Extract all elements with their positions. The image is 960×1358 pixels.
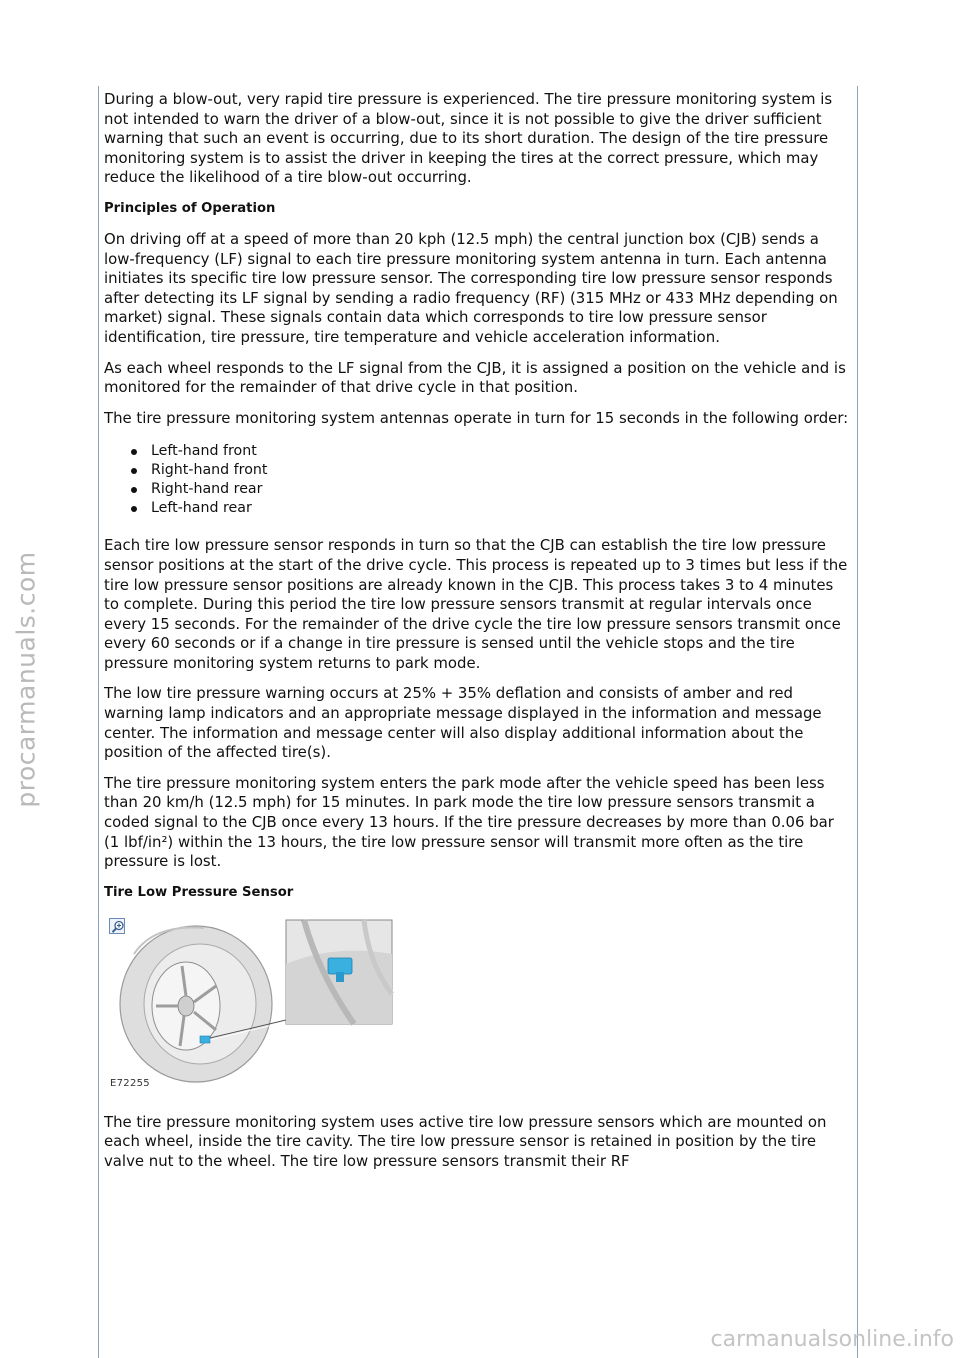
- tire-icon: [120, 926, 272, 1082]
- heading-principles: Principles of Operation: [104, 200, 276, 216]
- sensor-small-icon: [200, 1036, 210, 1043]
- sensor-figure: [104, 914, 851, 1102]
- paragraph-antennas-order: The tire pressure monitoring system antennas operate in turn for 15 seconds in the following order:: [104, 408, 849, 427]
- heading-sensor: Tire Low Pressure Sensor: [104, 884, 294, 900]
- page-content: [98, 86, 858, 1358]
- sensor-detail-inset: [286, 920, 392, 1024]
- paragraph-each-wheel: As each wheel responds to the LF signal from the CJB, it is assigned a position on the vehicle and is monitored for the remainder of that drive cycle in that position.: [104, 358, 846, 397]
- side-watermark-text: procarmanuals.com: [11, 550, 41, 808]
- list-item: Left-hand rear: [131, 499, 851, 518]
- antenna-order-list: [104, 442, 851, 518]
- paragraph-each-sensor: Each tire low pressure sensor responds in turn so that the CJB can establish the tire low pressure sensor positions at the start of the drive cycle. This process is repeated up to 3 times but less if the tire low pressure sensor positions are already known in the CJB. This process takes 3 to 4 minutes to complete. During this period the tire low pressure sensors transmit at regular intervals once every 15 seconds. For the remainder of the drive cycle the tire low pressure sensors transmit once every 60 seconds or if a change in tire pressure is sensed until the vehicle stops and the tire pressure monitoring system returns to park mode.: [104, 536, 848, 672]
- list-item: Left-hand front: [131, 442, 851, 461]
- paragraph-active-sensors: The tire pressure monitoring system uses active tire low pressure sensors which are mounted on each wheel, inside the tire cavity. The tire low pressure sensor is retained in position by the tire valve nut to the wheel. The tire low pressure sensors transmit their RF: [104, 1112, 827, 1170]
- paragraph-driving-off: On driving off at a speed of more than 20 kph (12.5 mph) the central junction box (CJB) sends a low-frequency (LF) signal to each tire pressure monitoring system antenna in turn. Each antenna initiates its specific tire low pressure sensor. The corresponding tire low pressure sensor responds after detecting its LF signal by sending a radio frequency (RF) (315 MHz or 433 MHz depending on market) signal. These signals contain data which corresponds to tire low pressure sensor identification, tire pressure, tire temperature and vehicle acceleration information.: [104, 229, 838, 346]
- figure-label: E72255: [110, 1077, 150, 1089]
- list-item: Right-hand front: [131, 461, 851, 480]
- side-watermark: [6, 0, 46, 1358]
- list-item: Right-hand rear: [131, 480, 851, 499]
- paragraph-park-mode: The tire pressure monitoring system enters the park mode after the vehicle speed has been less than 20 km/h (12.5 mph) for 15 minutes. In park mode the tire low pressure sensors transmit a coded signal to the CJB once every 13 hours. If the tire pressure decreases by more than 0.06 bar (1 lbf/in²) within the 13 hours, the tire low pressure sensor will transmit more often as the tire pressure is lost.: [104, 773, 834, 871]
- paragraph-blowout: During a blow-out, very rapid tire pressure is experienced. The tire pressure monitoring system is not intended to warn the driver of a blow-out, since it is not possible to give the driver sufficient warning that such an event is occurring, due to its short duration. The design of the tire pressure monitoring system is to assist the driver in keeping the tires at the correct pressure, which may reduce the likelihood of a tire blow-out occurring.: [104, 90, 833, 187]
- tire-sensor-illustration: [114, 914, 414, 1084]
- sensor-large-icon: [328, 958, 352, 974]
- paragraph-warning: The low tire pressure warning occurs at 25% + 35% deflation and consists of amber and red warning lamp indicators and an appropriate message displayed in the information and message center. The information and message center will also display additional information about the position of the affected tire(s).: [104, 684, 822, 762]
- bottom-watermark: carmanualsonline.info: [710, 1327, 954, 1352]
